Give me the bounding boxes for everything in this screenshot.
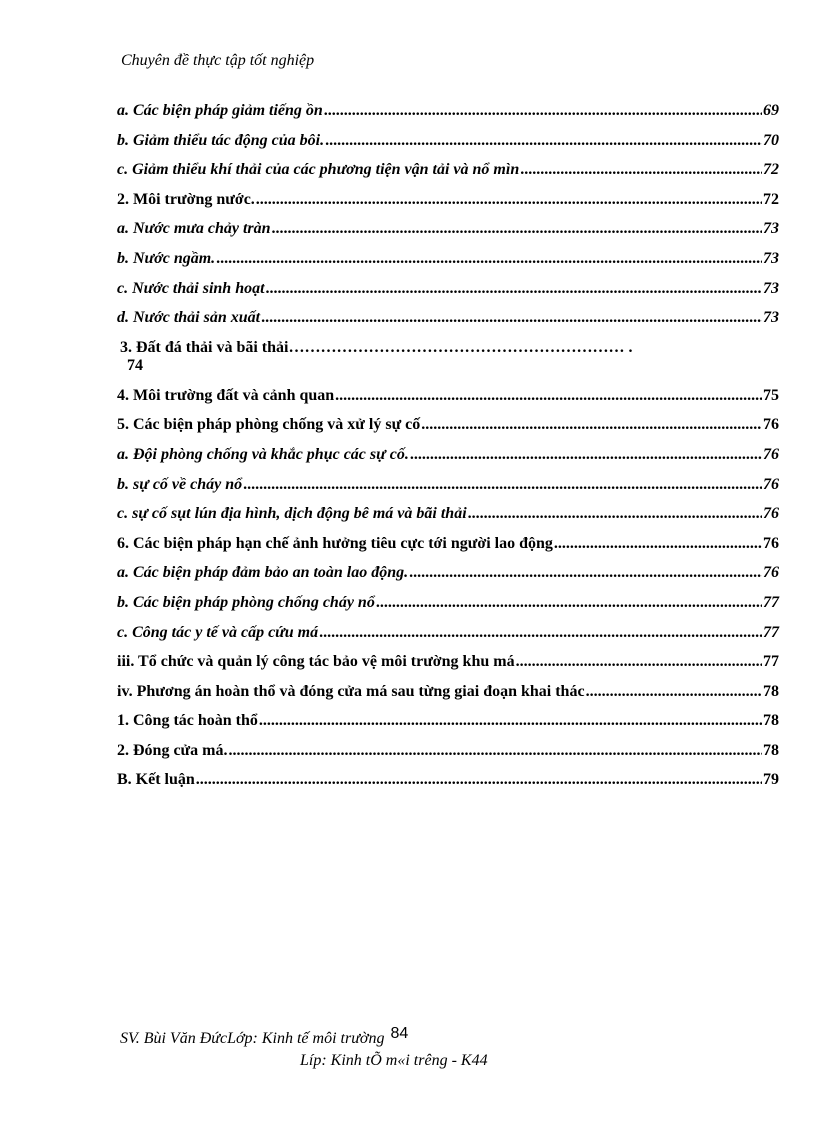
toc-entry-page: 73 [763, 279, 779, 297]
toc-dot-leader [520, 161, 762, 179]
toc-dot-leader [196, 771, 762, 789]
toc-entry-label: b. Nước ngầm. [117, 249, 216, 267]
toc-dot-leader [586, 683, 762, 701]
toc-entry[interactable] [117, 161, 779, 191]
toc-entry[interactable] [117, 683, 779, 713]
toc-entry-page: 72 [763, 161, 779, 179]
toc-dot-leader [409, 564, 762, 582]
toc-entry-page: 76 [763, 534, 779, 552]
toc-entry[interactable] [117, 280, 779, 310]
footer-author-text: SV. Bùi Văn ĐứcLớp: Kinh tế môi trường [120, 1030, 385, 1047]
toc-entry-page: 78 [763, 712, 779, 730]
toc-entry-label: a. Các biện pháp đảm bảo an toàn lao động. [117, 564, 409, 582]
toc-entry-label: b. Giảm thiểu tác động của bôi. [117, 131, 325, 149]
footer-author [120, 1025, 409, 1048]
toc-group-2 [117, 387, 779, 801]
toc-dot-leader [228, 742, 762, 760]
toc-dot-leader [272, 220, 762, 238]
toc-entry[interactable] [117, 446, 779, 476]
toc-entry-label: iv. Phương án hoàn thổ và đóng cửa má sau từng giai đoạn khai thác [117, 682, 585, 700]
toc-entry[interactable] [117, 387, 779, 417]
toc-dot-leader [421, 416, 762, 434]
toc-entry-label: 2. Đóng cửa má. [117, 741, 228, 759]
toc-dot-leader [335, 387, 762, 405]
toc-entry-label: a. Đội phòng chống và khắc phục các sự cố. [117, 445, 409, 463]
toc-dot-leader [324, 102, 762, 120]
toc-entry-3[interactable] [117, 339, 779, 387]
toc-entry-page: 79 [763, 771, 779, 789]
toc-entry-page: 77 [763, 653, 779, 671]
toc-entry[interactable] [117, 220, 779, 250]
toc-dot-leader [261, 309, 762, 327]
toc-entry[interactable] [117, 624, 779, 654]
toc-entry[interactable] [117, 476, 779, 506]
toc-entry-page: 77 [763, 623, 779, 641]
toc-entry-label: B. Kết luận [117, 771, 195, 789]
toc-entry[interactable] [117, 132, 779, 162]
toc-entry-page: 76 [763, 564, 779, 582]
toc-entry-label: 6. Các biện pháp hạn chế ảnh hưởng tiêu cực tới người lao động [117, 534, 553, 552]
toc-entry-label: iii. Tổ chức và quản lý công tác bảo vệ môi trường khu má [117, 653, 515, 671]
page-header-title: Chuyên đề thực tập tốt nghiệp [121, 52, 315, 69]
toc-entry-page: 73 [763, 309, 779, 327]
toc-dot-leader [243, 476, 762, 494]
toc-dot-leader [259, 712, 762, 730]
toc-entry-page: 73 [763, 249, 779, 267]
toc-entry-page: 76 [763, 505, 779, 523]
toc-entry[interactable] [117, 564, 779, 594]
toc-entry-page: 76 [763, 475, 779, 493]
toc-entry-page: 69 [763, 102, 779, 119]
toc-dot-leader [468, 505, 762, 523]
toc-entry-label: 2. Môi trường nước. [117, 190, 255, 208]
toc-entry-page: 76 [763, 445, 779, 463]
toc-dot-leader [266, 280, 762, 298]
toc-entry-label: b. sự cố về cháy nổ [117, 475, 243, 493]
toc-entry-page: 74 [127, 356, 143, 374]
toc-entry[interactable] [117, 250, 779, 280]
toc-dot-leader [216, 250, 762, 268]
toc-dot-leader [410, 446, 762, 464]
toc-dot-leader [256, 191, 762, 209]
toc-entry-page: 73 [763, 220, 779, 238]
toc-entry[interactable] [117, 712, 779, 742]
toc-entry-label: c. Giảm thiểu khí thải của các phương tiện vận tải và nổ mìn [117, 161, 520, 179]
toc-dot-leader [319, 624, 762, 642]
toc-entry[interactable] [117, 535, 779, 565]
toc-entry-page: 78 [763, 682, 779, 700]
toc-entry-label: b. Các biện pháp phòng chống cháy nổ [117, 593, 375, 611]
footer-class: Líp: Kinh tÕ m«i trêng - K44 [300, 1052, 488, 1069]
toc-entry-label: d. Nước thải sản xuất [117, 309, 261, 327]
toc-dot-leader [516, 653, 762, 671]
toc-entry-label: a. Nước mưa chảy tràn [117, 220, 271, 238]
toc-entry-label: a. Các biện pháp giảm tiếng ồn [117, 102, 323, 119]
toc-dot-leader [325, 132, 762, 150]
toc-entry-label: c. Công tác y tế và cấp cứu má [117, 623, 319, 641]
toc-entry-page: 72 [763, 190, 779, 208]
toc-entry-label: c. sự cố sụt lún địa hình, dịch động bê má và bãi thải [117, 505, 467, 523]
toc-entry-label: 5. Các biện pháp phòng chống và xử lý sự cố [117, 416, 421, 434]
toc-entry[interactable] [117, 653, 779, 683]
toc-entry-page: 76 [763, 416, 779, 434]
toc-entry[interactable] [117, 102, 779, 132]
toc-entry-label: c. Nước thải sinh hoạt [117, 279, 265, 297]
toc-entry-page: 77 [763, 593, 779, 611]
toc-entry-page: 75 [763, 386, 779, 404]
toc-entry-label: 3. Đất đá thải và bãi thải……………………………………………………… . [120, 338, 633, 356]
toc-entry-page: 78 [763, 741, 779, 759]
toc-entry-label: 4. Môi trường đất và cảnh quan [117, 386, 335, 404]
page-number: 84 [390, 1025, 409, 1042]
toc-entry-label: 1. Công tác hoàn thổ [117, 712, 258, 730]
toc-entry[interactable] [117, 416, 779, 446]
table-of-contents [117, 102, 779, 801]
toc-entry[interactable] [117, 505, 779, 535]
toc-entry[interactable] [117, 771, 779, 801]
toc-entry[interactable] [117, 742, 779, 772]
toc-entry-page: 70 [763, 131, 779, 149]
toc-dot-leader [554, 535, 762, 553]
toc-entry[interactable] [117, 309, 779, 339]
toc-group-1 [117, 102, 779, 339]
toc-dot-leader [376, 594, 762, 612]
toc-entry[interactable] [117, 191, 779, 221]
toc-entry[interactable] [117, 594, 779, 624]
